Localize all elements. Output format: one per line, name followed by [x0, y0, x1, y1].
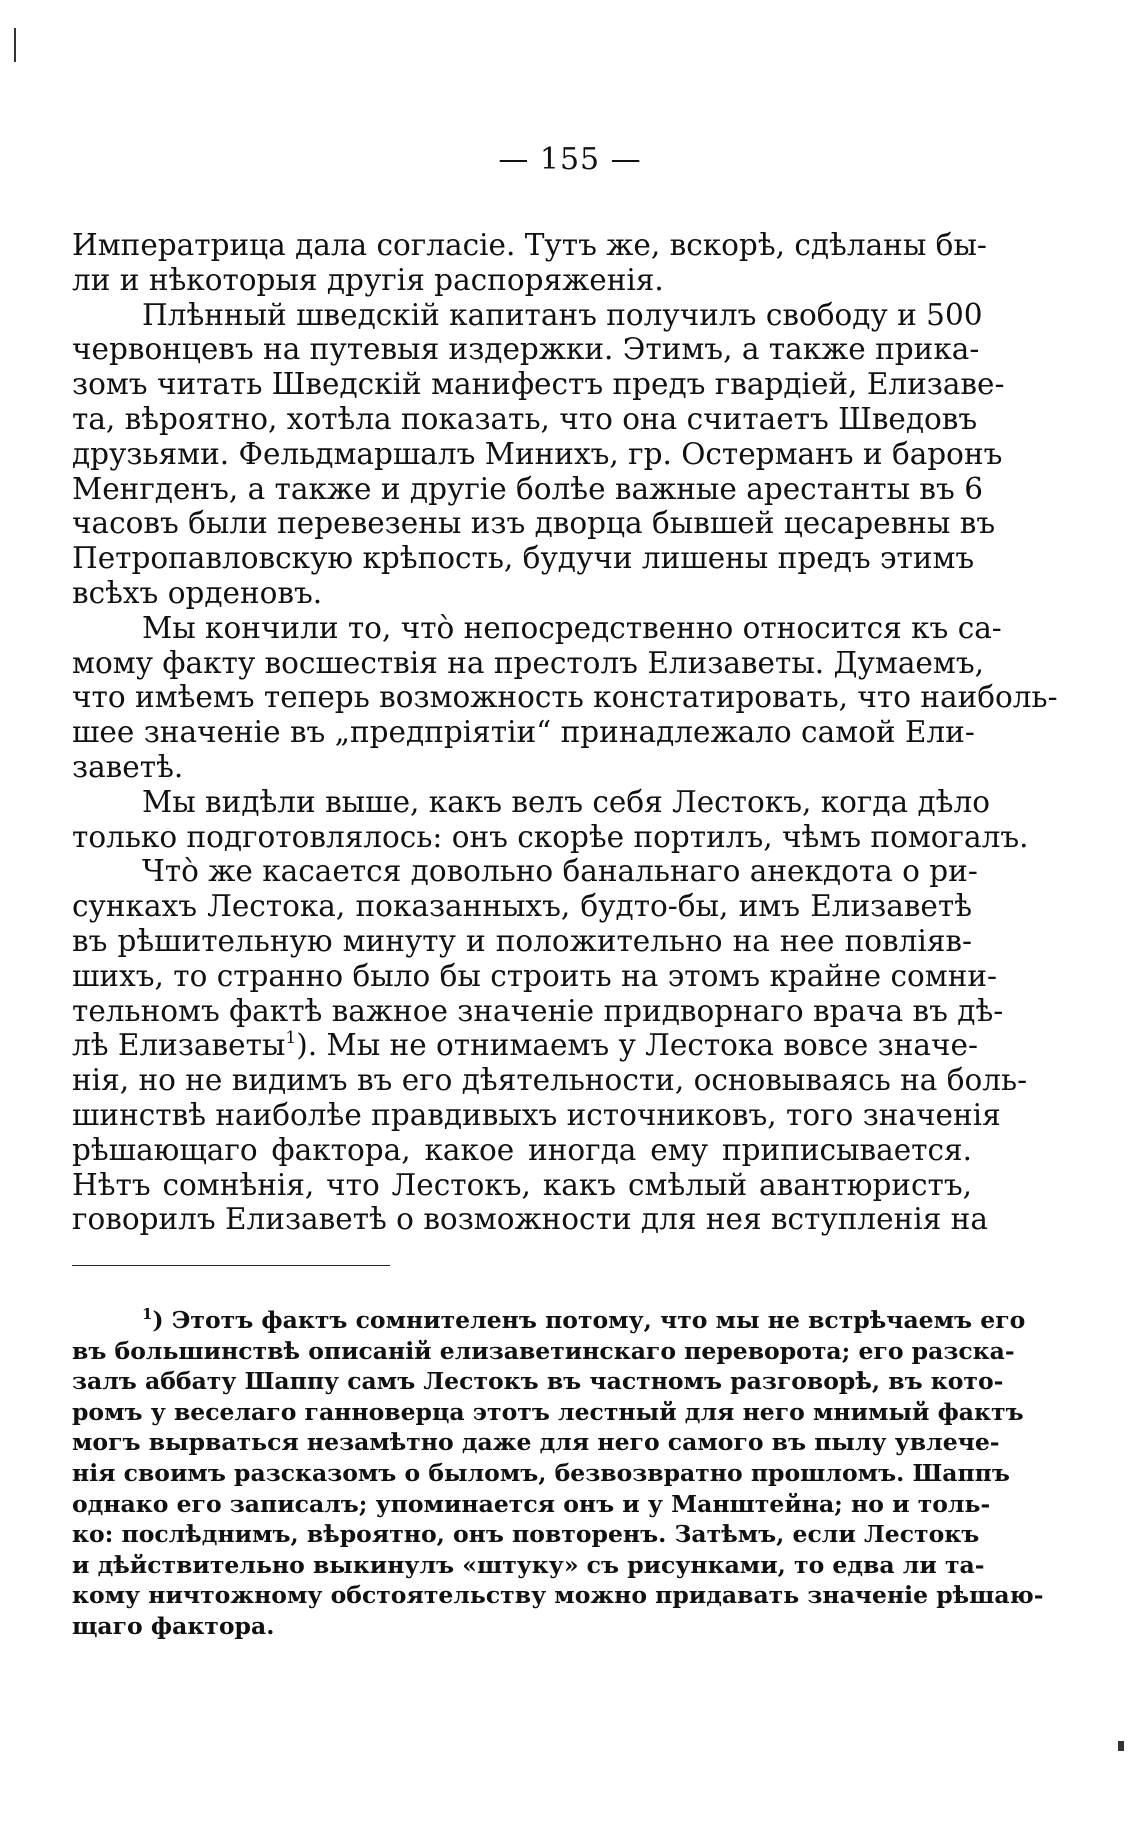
text-line: Менгденъ, а также и другіе болѣе важные арестанты въ 6: [72, 471, 983, 506]
text-line: тельномъ фактѣ важное значеніе придворнаго врача въ дѣ-: [72, 993, 1004, 1028]
footnote-line: ко: послѣднимъ, вѣроятно, онъ повторенъ. Затѣмъ, если Лестокъ: [72, 1520, 980, 1549]
text-fragment: лѣ Елизаветы: [72, 1028, 286, 1063]
text-line: часовъ были перевезены изъ дворца бывшей цесаревны въ: [72, 506, 996, 541]
footnote-line: ромъ у веселаго ганноверца этотъ лестный для него мнимый фактъ: [72, 1397, 1024, 1426]
scan-speck: [1118, 1741, 1124, 1751]
text-line: зомъ читать Шведскій манифестъ предъ гвардіей, Елизаве-: [72, 367, 1005, 402]
text-line: шихъ, то странно было бы строить на этомъ крайне сомни-: [72, 958, 998, 993]
text-line-with-footnote-ref: [72, 1028, 978, 1063]
footnote-reference: 1: [285, 1028, 297, 1049]
footnote-line: однако его записалъ; упоминается онъ и у Манштейна; но и толь-: [72, 1489, 991, 1518]
text-line: только подготовлялось: онъ скорѣе портилъ, чѣмъ помогалъ.: [72, 819, 1029, 854]
text-line: Что̀ же касается довольно банальнаго анекдота о ри-: [142, 854, 978, 889]
footnote-line: нія своимъ разсказомъ о быломъ, безвозвратно прошломъ. Шаппъ: [72, 1458, 1010, 1487]
text-line: рѣшающаго фактора, какое иногда ему приписывается.: [72, 1132, 972, 1167]
footnote-text: ) Этотъ фактъ сомнителенъ потому, что мы не встрѣчаемъ его: [152, 1306, 1026, 1334]
main-text: [72, 228, 1058, 1237]
text-line: ли и нѣкоторыя другія распоряженія.: [72, 262, 664, 297]
footnote-line: могъ вырваться незамѣтно даже для него самого въ пылу увлече-: [72, 1428, 1000, 1457]
text-line: шинствѣ наиболѣе правдивыхъ источниковъ, того значенія: [72, 1097, 1001, 1132]
text-line: Плѣнный шведскій капитанъ получилъ свободу и 500: [142, 297, 983, 332]
text-line: та, вѣроятно, хотѣла показать, что она считаетъ Шведовъ: [72, 401, 978, 436]
footnote-line: и дѣйствительно выкинулъ «штуку» съ рисунками, то едва ли та-: [72, 1550, 985, 1579]
text-line: въ рѣшительную минуту и положительно на нее повліяв-: [72, 923, 972, 958]
text-line: червонцевъ на путевыя издержки. Этимъ, а также прика-: [72, 332, 980, 367]
footnote-line: кому ничтожному обстоятельству можно придавать значеніе рѣшаю-: [72, 1581, 1044, 1610]
footnote-line: залъ аббату Шаппу самъ Лестокъ въ частномъ разговорѣ, въ кото-: [72, 1367, 1004, 1396]
text-line: заветѣ.: [72, 749, 184, 784]
text-line: Мы видѣли выше, какъ велъ себя Лестокъ, когда дѣло: [142, 784, 990, 819]
footnote-marker: 1: [142, 1305, 153, 1323]
text-line: нія, но не видимъ въ его дѣятельности, основываясь на боль-: [72, 1063, 1028, 1098]
footnote: [72, 1305, 1044, 1642]
text-fragment: ). Мы не отнимаемъ у Лестока вовсе значе-: [296, 1028, 978, 1063]
text-line: Мы кончили то, что̀ непосредственно относится къ са-: [142, 610, 1002, 645]
text-line: говорилъ Елизаветѣ о возможности для нея вступленія на: [72, 1202, 988, 1237]
page-number: — 155 —: [498, 142, 642, 177]
text-line: что имѣемъ теперь возможность констатировать, что наиболь-: [72, 680, 1058, 715]
text-line: Императрица дала согласіе. Тутъ же, вскорѣ, сдѣланы бы-: [72, 228, 987, 262]
footnote-line: щаго фактора.: [72, 1611, 275, 1640]
footnote-line: [72, 1305, 1026, 1336]
text-line: Петропавловскую крѣпость, будучи лишены предъ этимъ: [72, 541, 975, 576]
text-line: друзьями. Фельдмаршалъ Минихъ, гр. Остерманъ и баронъ: [72, 436, 1003, 471]
text-line: мому факту восшествія на престолъ Елизаветы. Думаемъ,: [72, 645, 984, 680]
text-line: шее значеніе въ „предпріятіи“ принадлежало самой Ели-: [72, 715, 975, 750]
footnote-divider: [72, 1265, 390, 1266]
text-line: Нѣтъ сомнѣнія, что Лестокъ, какъ смѣлый авантюристъ,: [72, 1167, 972, 1202]
text-line: сункахъ Лестока, показанныхъ, будто-бы, имъ Елизаветѣ: [72, 889, 972, 924]
text-line: всѣхъ орденовъ.: [72, 575, 323, 610]
footnote-line: въ большинствѣ описаній елизаветинскаго переворота; его разска-: [72, 1336, 1015, 1365]
scan-speck: [14, 28, 16, 62]
